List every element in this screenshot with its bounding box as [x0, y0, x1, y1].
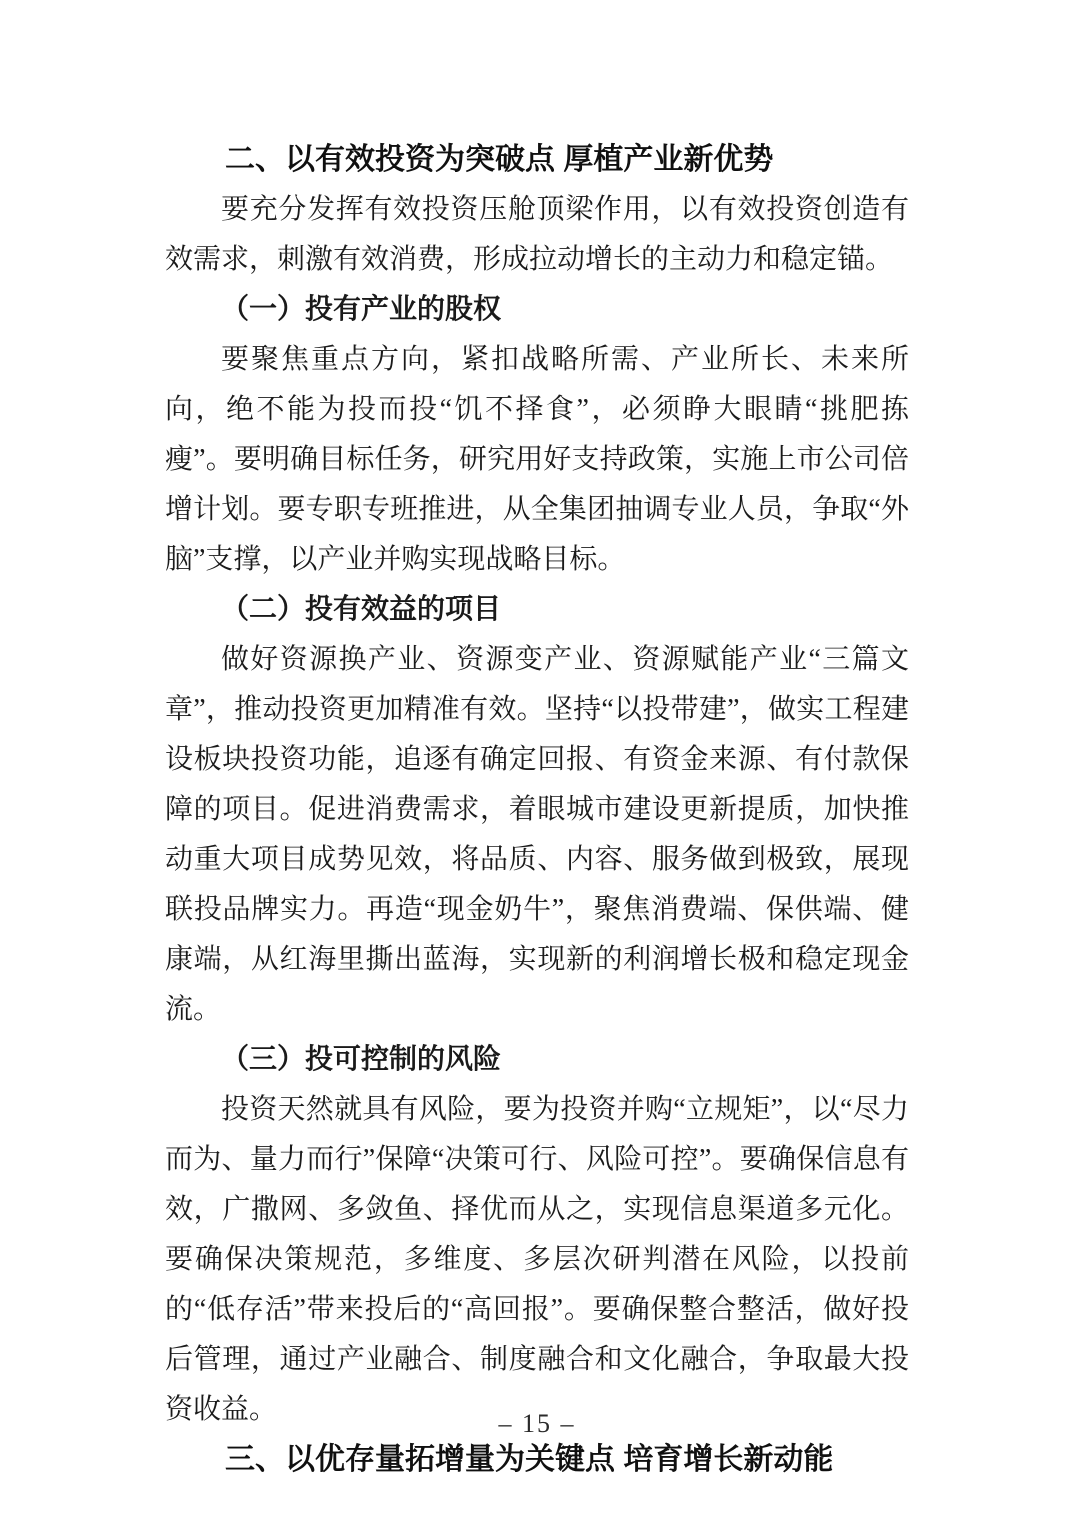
- subsection-3-paragraph: 投资天然就具有风险，要为投资并购“立规矩”，以“尽力而为、量力而行”保障“决策可行、风险可控”。要确保信息有效，广撒网、多敛鱼、择优而从之，实现信息渠道多元化。要确保决策规范，多维度、多层次研判潜在风险，以投前的“低存活”带来投后的“高回报”。要确保整合整活，做好投后管理，通过产业融合、制度融合和文化融合，争取最大投资收益。: [165, 1094, 909, 1425]
- subsection-3-heading: （三）投可控制的风险: [221, 1044, 502, 1075]
- page-number: – 15 –: [498, 1409, 576, 1438]
- section-2-heading: 二、以有效投资为突破点 厚植产业新优势: [225, 143, 774, 176]
- section-3-heading: 三、以优存量拓增量为关键点 培育增长新动能: [225, 1443, 834, 1476]
- section-2-intro-paragraph: 要充分发挥有效投资压舱顶梁作用，以有效投资创造有效需求，刺激有效消费，形成拉动增长的主动力和稳定锚。: [165, 194, 909, 275]
- subsection-1-heading: （一）投有产业的股权: [221, 294, 502, 325]
- subsection-1-paragraph: 要聚焦重点方向，紧扣战略所需、产业所长、未来所向，绝不能为投而投“饥不择食”，必须睁大眼睛“挑肥拣瘦”。要明确目标任务，研究用好支持政策，实施上市公司倍增计划。要专职专班推进，从全集团抽调专业人员，争取“外脑”支撑，以产业并购实现战略目标。: [165, 344, 909, 575]
- subsection-2-paragraph: 做好资源换产业、资源变产业、资源赋能产业“三篇文章”，推动投资更加精准有效。坚持“以投带建”，做实工程建设板块投资功能，追逐有确定回报、有资金来源、有付款保障的项目。促进消费需求，着眼城市建设更新提质，加快推动重大项目成势见效，将品质、内容、服务做到极致，展现联投品牌实力。再造“现金奶牛”，聚焦消费端、保供端、健康端，从红海里撕出蓝海，实现新的利润增长极和稳定现金流。: [165, 644, 909, 1025]
- subsection-2-heading: （二）投有效益的项目: [221, 594, 502, 625]
- document-content: [165, 135, 909, 1485]
